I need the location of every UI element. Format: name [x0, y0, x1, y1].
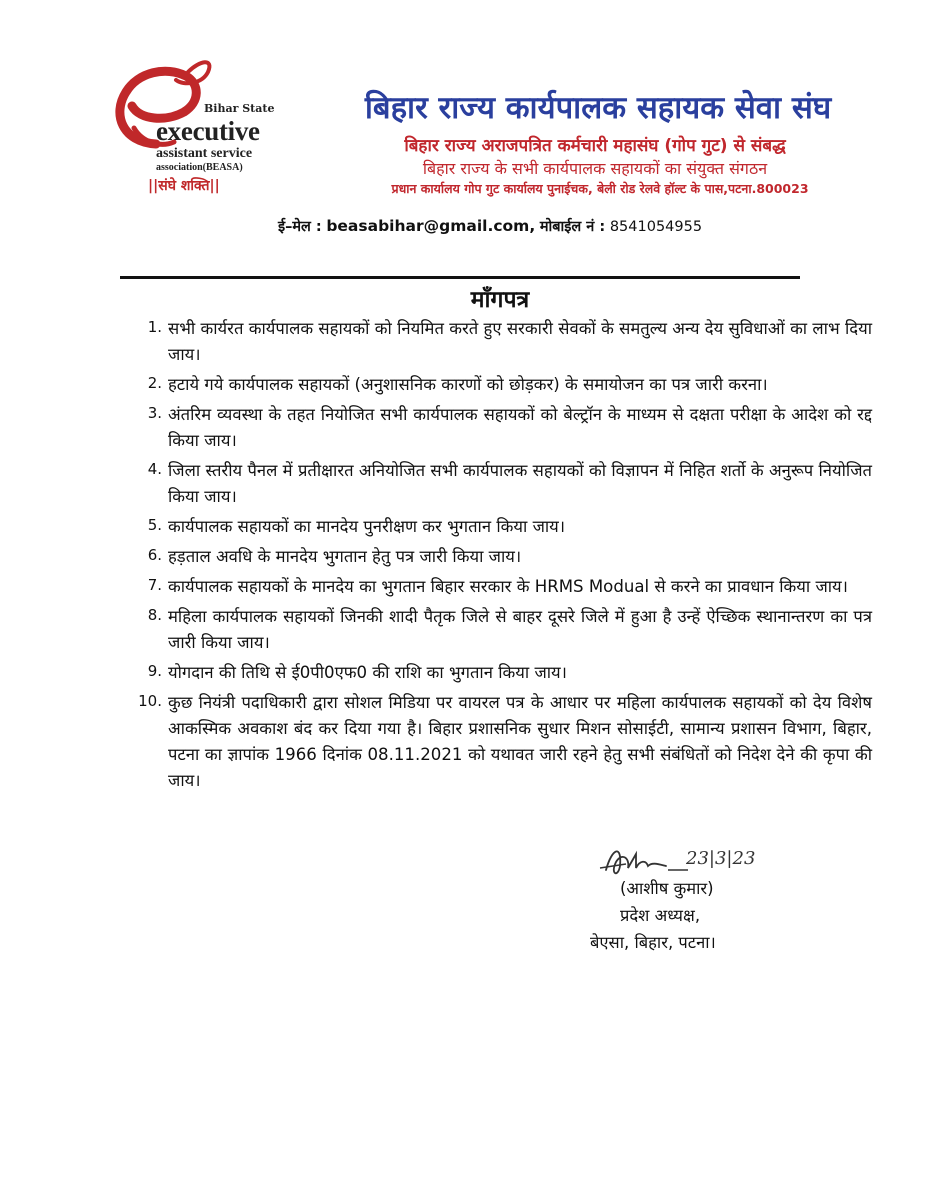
item-number: 1.: [147, 318, 162, 336]
item-text: अंतरिम व्यवस्था के तहत नियोजित सभी कार्यपालक सहायकों को बेल्ट्रॉन के माध्यम से दक्षता परीक्षा के आदेश को रद्द किया जाय।: [168, 405, 872, 450]
item-number: 9.: [147, 662, 162, 680]
item-text: कार्यपालक सहायकों के मानदेय का भुगतान बिहार सरकार के HRMS Modual से करने का प्रावधान किया जाय।: [168, 577, 848, 596]
list-item: [132, 604, 872, 656]
list-item: [132, 660, 872, 686]
list-item: [132, 458, 872, 510]
mobile-number: 8541054955: [609, 219, 703, 235]
list-item: [132, 514, 872, 540]
header-divider: [120, 276, 800, 279]
email-label: ई–मेल :: [278, 219, 322, 235]
list-item: [132, 544, 872, 570]
list-item: [132, 402, 872, 454]
item-number: 6.: [147, 546, 162, 564]
item-number: 8.: [147, 606, 162, 624]
item-number: 7.: [147, 576, 162, 594]
item-text: कुछ नियंत्री पदाधिकारी द्वारा सोशल मिडिया पर वायरल पत्र के आधार पर महिला कार्यपालक सहायकों को देय विशेष आकस्मिक अवकाश बंद कर दिया गया है। बिहार प्रशासनिक सुधार मिशन सोसाईटी, सामान्य प्रशासन विभाग, बिहार, पटना का ज्ञापांक 1966 दिनांक 08.11.2021 को यथावत जारी रहने हेतु सभी संबंधितों को निदेश देने की कृपा की जाय।: [168, 693, 872, 790]
office-address: प्रधान कार्यालय गोप गुट कार्यालय पुनाईचक, बेली रोड रेलवे हॉल्ट के पास,पटना.800023: [391, 181, 809, 196]
item-number: 5.: [147, 516, 162, 534]
item-number: 3.: [147, 404, 162, 422]
item-text: महिला कार्यपालक सहायकों जिनकी शादी पैतृक जिले से बाहर दूसरे जिले में हुआ है उन्हें ऐच्छिक स्थानान्तरण का पत्र जारी किया जाय।: [168, 607, 872, 652]
signatory-place: बेएसा, बिहार, पटना।: [590, 933, 716, 952]
list-item: [132, 316, 872, 368]
contact-line: [278, 216, 758, 236]
logo-association-text: association(BEASA): [156, 162, 243, 173]
list-item: [132, 574, 872, 600]
union-line: बिहार राज्य के सभी कार्यपालक सहायकों का संयुक्त संगठन: [422, 159, 768, 178]
signatory-block: [590, 875, 716, 956]
affiliation-line: बिहार राज्य अराजपत्रित कर्मचारी महासंघ (गोप गुट) से संबद्ध: [404, 136, 786, 156]
list-item: [132, 372, 872, 398]
logo-assistant-text: assistant service: [156, 146, 253, 161]
item-number: 2.: [147, 374, 162, 392]
item-text: हड़ताल अवधि के मानदेय भुगतान हेतु पत्र जारी किया जाय।: [168, 547, 522, 566]
item-text: सभी कार्यरत कार्यपालक सहायकों को नियमित करते हुए सरकारी सेवकों के समतुल्य अन्य देय सुविधाओं का लाभ दिया जाय।: [168, 319, 872, 364]
signature-date: 23|3|23: [686, 848, 756, 869]
mobile-label: मोबाईल नं :: [539, 219, 606, 235]
organization-logo: [104, 58, 274, 208]
item-text: योगदान की तिथि से ई0पी0एफ0 की राशि का भुगतान किया जाय।: [168, 663, 567, 682]
logo-executive-text: executive: [156, 116, 260, 146]
email-address: beasabihar@gmail.com,: [326, 217, 536, 235]
item-number: 10.: [138, 692, 162, 710]
item-text: कार्यपालक सहायकों का मानदेय पुनरीक्षण कर भुगतान किया जाय।: [168, 517, 566, 536]
logo-state-text: Bihar State: [204, 102, 275, 115]
demands-list: [132, 316, 872, 798]
item-text: जिला स्तरीय पैनल में प्रतीक्षारत अनियोजित सभी कार्यपालक सहायकों को विज्ञापन में निहित शर्तो के अनुरूप नियोजित किया जाय।: [168, 461, 872, 506]
list-item: [132, 690, 872, 794]
document-title: माँगपत्र: [470, 287, 530, 313]
item-text: हटाये गये कार्यपालक सहायकों (अनुशासनिक कारणों को छोड़कर) के समायोजन का पत्र जारी करना।: [168, 375, 768, 394]
item-number: 4.: [147, 460, 162, 478]
logo-motto: ||संघे शक्ति||: [148, 178, 220, 194]
signatory-name: (आशीष कुमार): [620, 879, 714, 898]
organization-name: बिहार राज्य कार्यपालक सहायक सेवा संघ: [364, 90, 832, 126]
signatory-designation: प्रदेश अध्यक्ष,: [620, 906, 701, 925]
